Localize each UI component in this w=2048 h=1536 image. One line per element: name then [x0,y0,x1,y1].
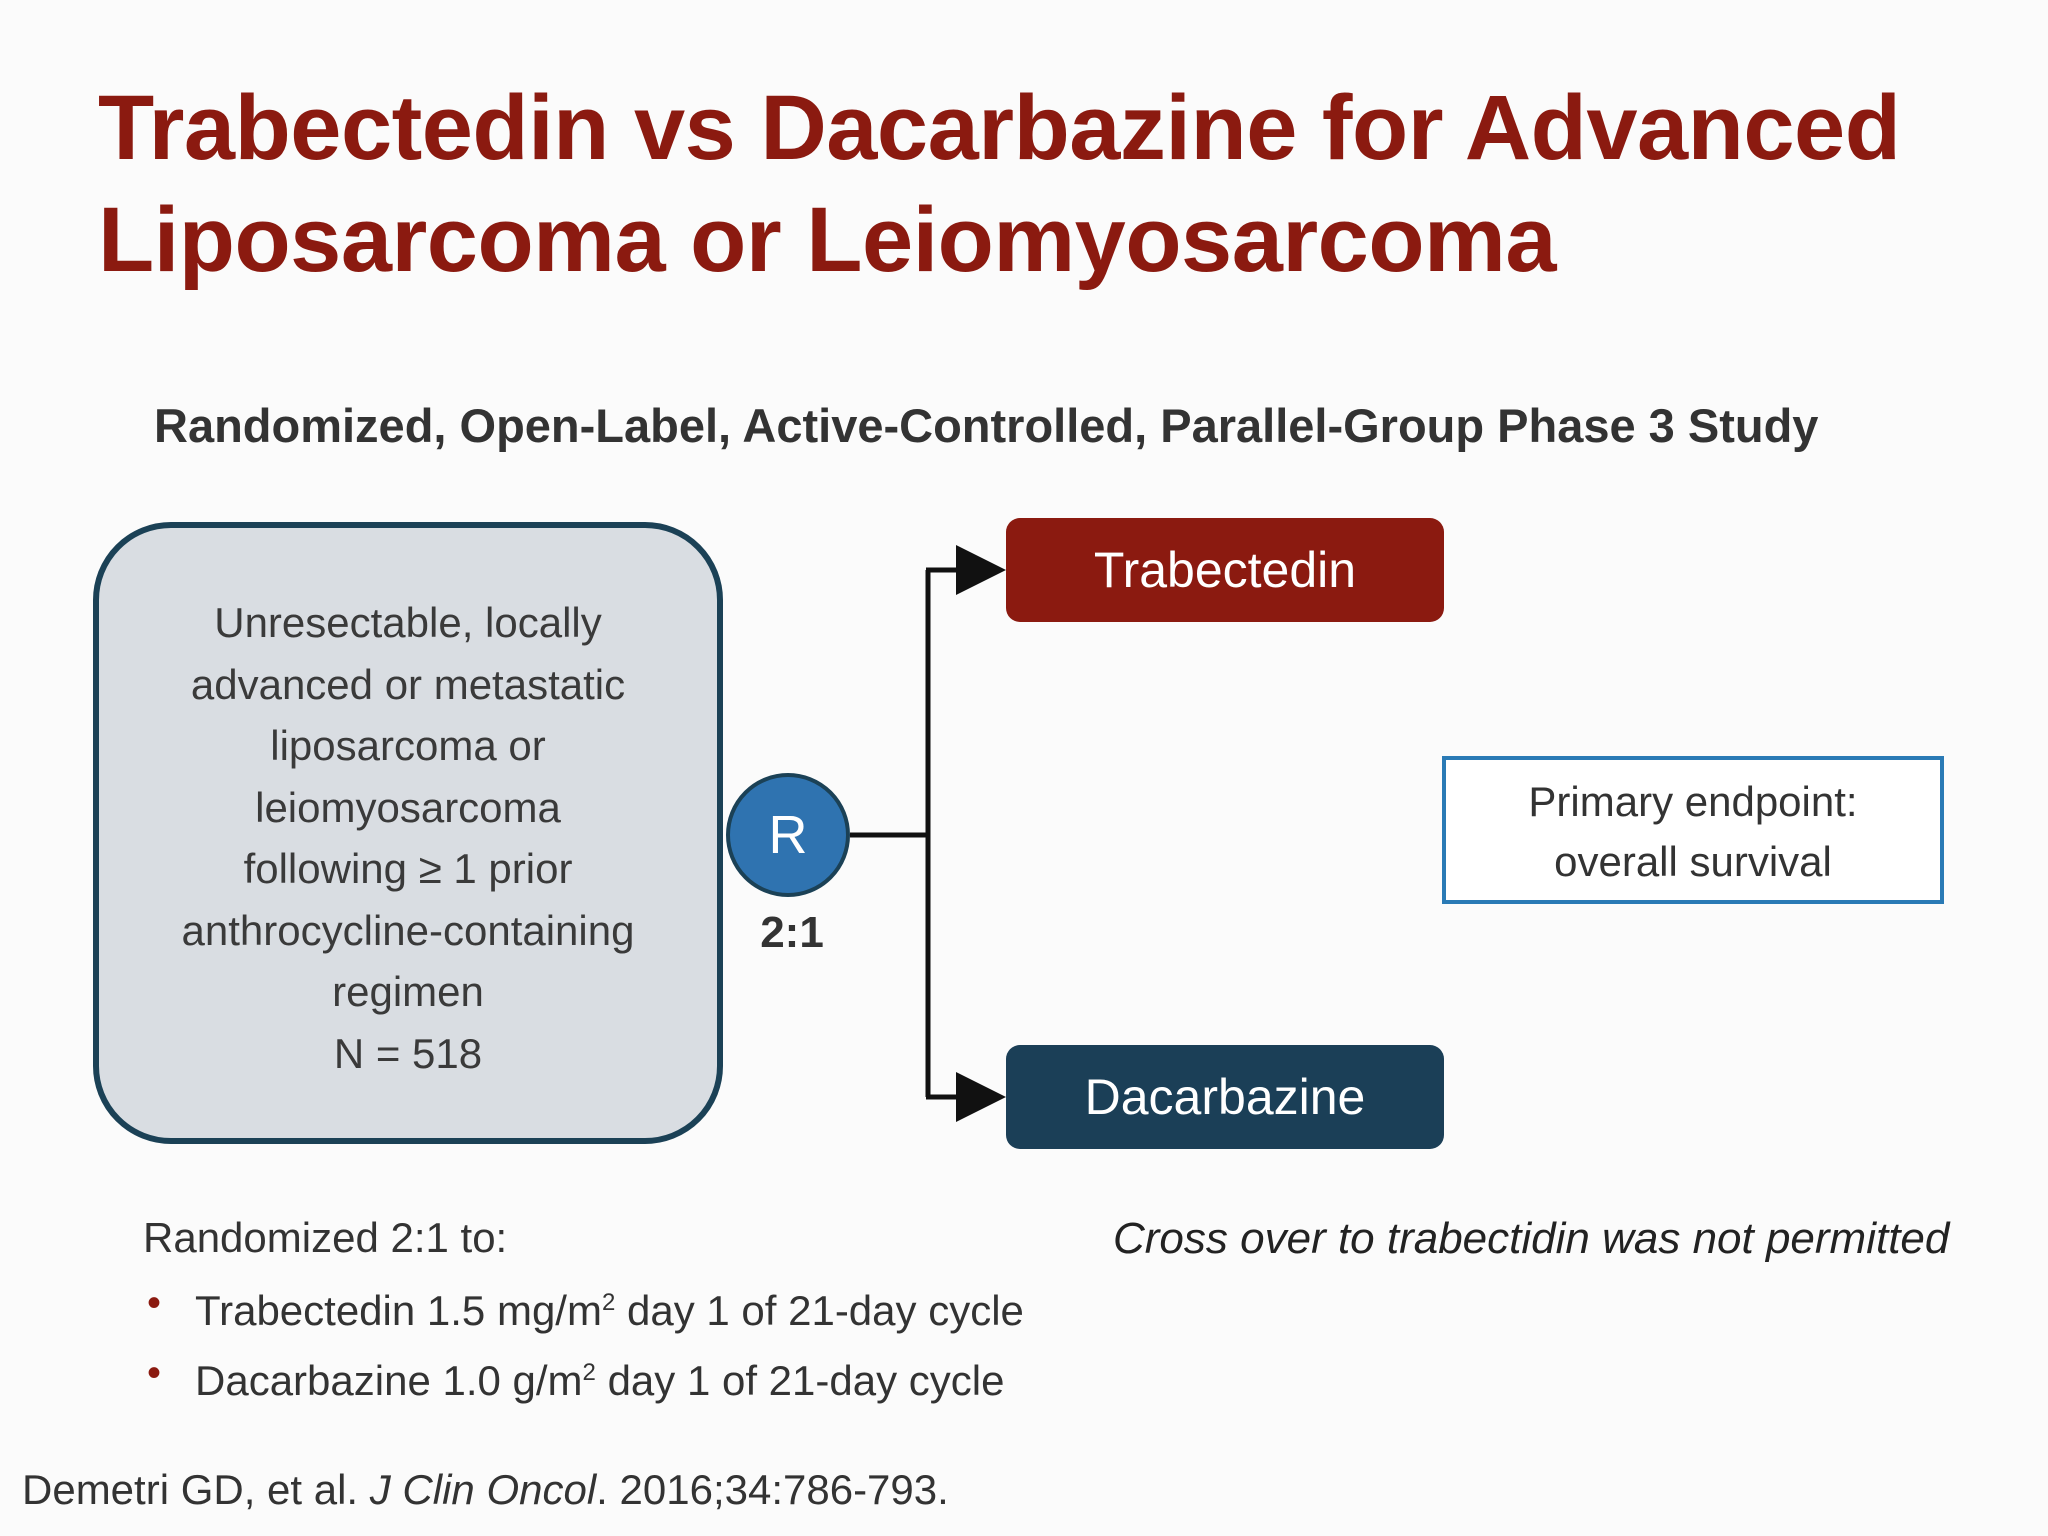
crossover-note: Cross over to trabectidin was not permitted [1113,1214,1950,1263]
citation-details: . 2016;34:786-793. [596,1466,949,1513]
endpoint-line-1: Primary endpoint: [1528,778,1858,825]
dosing-item-trabectedin [143,1272,1024,1342]
population-line: Unresectable, locally [214,599,602,646]
dosing-superscript: 2 [601,1289,616,1316]
dosing-list [143,1272,1024,1412]
randomization-circle: R [726,773,850,897]
trabectedin-arm-box: Trabectedin [1006,518,1444,622]
randomization-ratio: 2:1 [760,908,824,957]
slide-title [98,72,1978,296]
population-line: leiomyosarcoma [255,783,561,831]
dosing-superscript: 2 [582,1359,596,1386]
population-text [99,592,717,1084]
endpoint-line-2: overall survival [1554,838,1832,885]
title-line-2: Liposarcoma or Leiomyosarcoma [98,189,1556,291]
population-line: N = 518 [333,1029,483,1077]
population-line: following ≥ 1 prior [243,845,573,892]
population-line: regimen [332,968,484,1015]
dacarbazine-arm-box: Dacarbazine [1006,1045,1444,1149]
population-line: anthrocycline-containing [181,906,635,954]
dosing-text-tail: day 1 of 21-day cycle [595,1357,1005,1404]
dosing-item-dacarbazine [143,1342,1024,1412]
population-line: advanced or metastatic [190,660,626,708]
primary-endpoint-box [1442,756,1944,904]
dosing-text-tail: day 1 of 21-day cycle [615,1287,1024,1334]
population-line: liposarcoma or [270,722,546,769]
bullet-dot: • [147,1351,162,1395]
dosing-text: Dacarbazine 1.0 g/m [195,1357,583,1404]
citation [22,1466,949,1514]
study-design-subtitle: Randomized, Open-Label, Active-Controlled, Parallel-Group Phase 3 Study [154,399,1819,452]
citation-authors: Demetri GD, et al. [22,1466,370,1513]
bullet-dot: • [147,1281,162,1325]
patient-population-box [93,522,723,1144]
dosing-heading: Randomized 2:1 to: [143,1214,508,1261]
citation-journal: J Clin Oncol [369,1466,597,1513]
dosing-text: Trabectedin 1.5 mg/m [195,1287,602,1334]
title-line-1: Trabectedin vs Dacarbazine for Advanced [98,77,1901,179]
